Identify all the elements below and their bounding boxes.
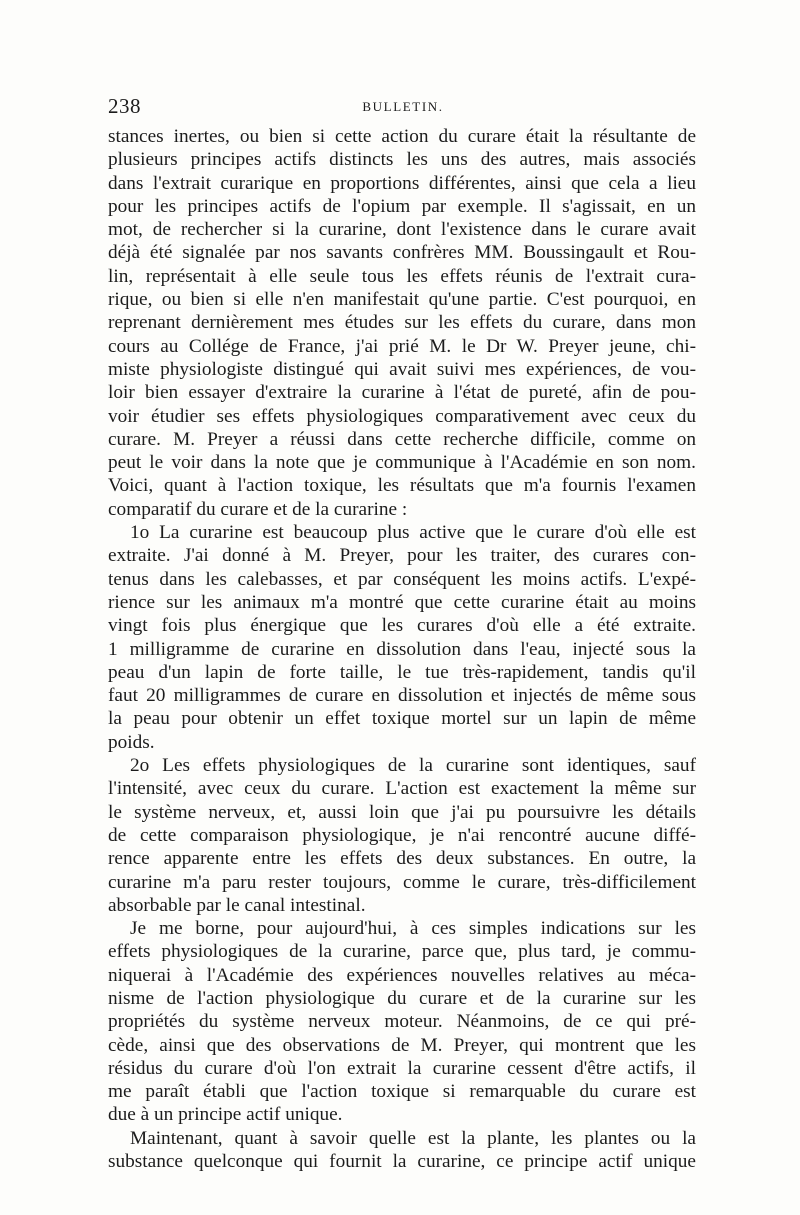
text-line: pour les principes actifs de l'opium par exemple. Il s'agissait, en un — [108, 195, 696, 217]
text-line: cours au Collége de France, j'ai prié M. le Dr W. Preyer jeune, chi- — [108, 335, 696, 357]
text-line: reprenant dernièrement mes études sur les effets du curare, dans mon — [108, 312, 696, 334]
text-line: curare. M. Preyer a réussi dans cette recherche difficile, comme on — [108, 428, 696, 450]
text-line: substance quelconque qui fournit la curarine, ce principe actif unique — [108, 1151, 696, 1173]
text-line: Je me borne, pour aujourd'hui, à ces simples indications sur les — [130, 918, 696, 940]
text-line: Voici, quant à l'action toxique, les résultats que m'a fournis l'examen — [108, 475, 696, 497]
text-line: le système nerveux, et, aussi loin que j'ai pu poursuivre les détails — [108, 801, 696, 823]
text-line: lin, représentait à elle seule tous les effets réunis de l'extrait cura- — [108, 265, 696, 287]
text-line: peut le voir dans la note que je communique à l'Académie en son nom. — [108, 452, 696, 474]
text-line: dans l'extrait curarique en proportions différentes, ainsi que cela a lieu — [108, 172, 696, 194]
text-line: voir étudier ses effets physiologiques comparativement avec ceux du — [108, 405, 696, 427]
page-number: 238 — [108, 94, 141, 118]
text-line: comparatif du curare et de la curarine : — [108, 498, 408, 520]
text-line: plusieurs principes actifs distincts les uns des autres, mais associés — [108, 149, 696, 171]
text-line: absorbable par le canal intestinal. — [108, 894, 366, 916]
body-text — [108, 125, 696, 1173]
text-line: due à un principe actif unique. — [108, 1104, 343, 1126]
text-line: 1 milligramme de curarine en dissolution dans l'eau, injecté sous la — [108, 638, 696, 660]
text-line: rence apparente entre les effets des deux substances. En outre, la — [108, 848, 696, 870]
running-title: BULLETIN. — [362, 99, 444, 114]
text-line: de cette comparaison physiologique, je n'ai rencontré aucune diffé- — [108, 824, 696, 846]
text-line: nisme de l'action physiologique du curare et de la curarine sur les — [108, 987, 696, 1009]
text-line: 2o Les effets physiologiques de la curarine sont identiques, sauf — [130, 755, 696, 777]
text-line: rience sur les animaux m'a montré que cette curarine était au moins — [108, 591, 696, 613]
text-line: rique, ou bien si elle n'en manifestait qu'une partie. C'est pourquoi, en — [108, 289, 696, 311]
text-line: l'intensité, avec ceux du curare. L'action est exactement la même sur — [108, 778, 696, 800]
text-line: effets physiologiques de la curarine, parce que, plus tard, je commu- — [108, 941, 696, 963]
running-head — [108, 94, 698, 120]
text-line: faut 20 milligrammes de curare en dissolution et injectés de même sous — [108, 685, 696, 707]
text-line: tenus dans les calebasses, et par conséquent les moins actifs. L'expé- — [108, 568, 696, 590]
text-line: vingt fois plus énergique que les curares d'où elle a été extraite. — [108, 615, 696, 637]
text-line: résidus du curare d'où l'on extrait la curarine cessent d'être actifs, il — [108, 1057, 696, 1079]
text-line: Maintenant, quant à savoir quelle est la plante, les plantes ou la — [130, 1127, 696, 1149]
text-line: curarine m'a paru rester toujours, comme le curare, très-difficilement — [108, 871, 696, 893]
text-line: loir bien essayer d'extraire la curarine à l'état de pureté, afin de pou- — [108, 382, 696, 404]
text-line: niquerai à l'Académie des expériences nouvelles relatives au méca- — [108, 964, 696, 986]
text-line: me paraît établi que l'action toxique si remarquable du curare est — [108, 1081, 696, 1103]
text-line: miste physiologiste distingué qui avait suivi mes expériences, de vou- — [108, 358, 696, 380]
text-line: poids. — [108, 731, 155, 753]
text-line: cède, ainsi que des observations de M. Preyer, qui montrent que les — [108, 1034, 696, 1056]
text-line: déjà été signalée par nos savants confrères MM. Boussingault et Rou- — [108, 242, 696, 264]
text-line: propriétés du système nerveux moteur. Néanmoins, de ce qui pré- — [108, 1011, 696, 1033]
text-line: la peau pour obtenir un effet toxique mortel sur un lapin de même — [108, 708, 696, 730]
text-line: peau d'un lapin de forte taille, le tue très-rapidement, tandis qu'il — [108, 661, 696, 683]
text-line: extraite. J'ai donné à M. Preyer, pour les traiter, des curares con- — [108, 545, 696, 567]
text-line: stances inertes, ou bien si cette action du curare était la résultante de — [108, 126, 696, 147]
text-line: mot, de rechercher si la curarine, dont l'existence dans le curare avait — [108, 219, 696, 241]
text-line: 1o La curarine est beaucoup plus active que le curare d'où elle est — [130, 522, 696, 544]
